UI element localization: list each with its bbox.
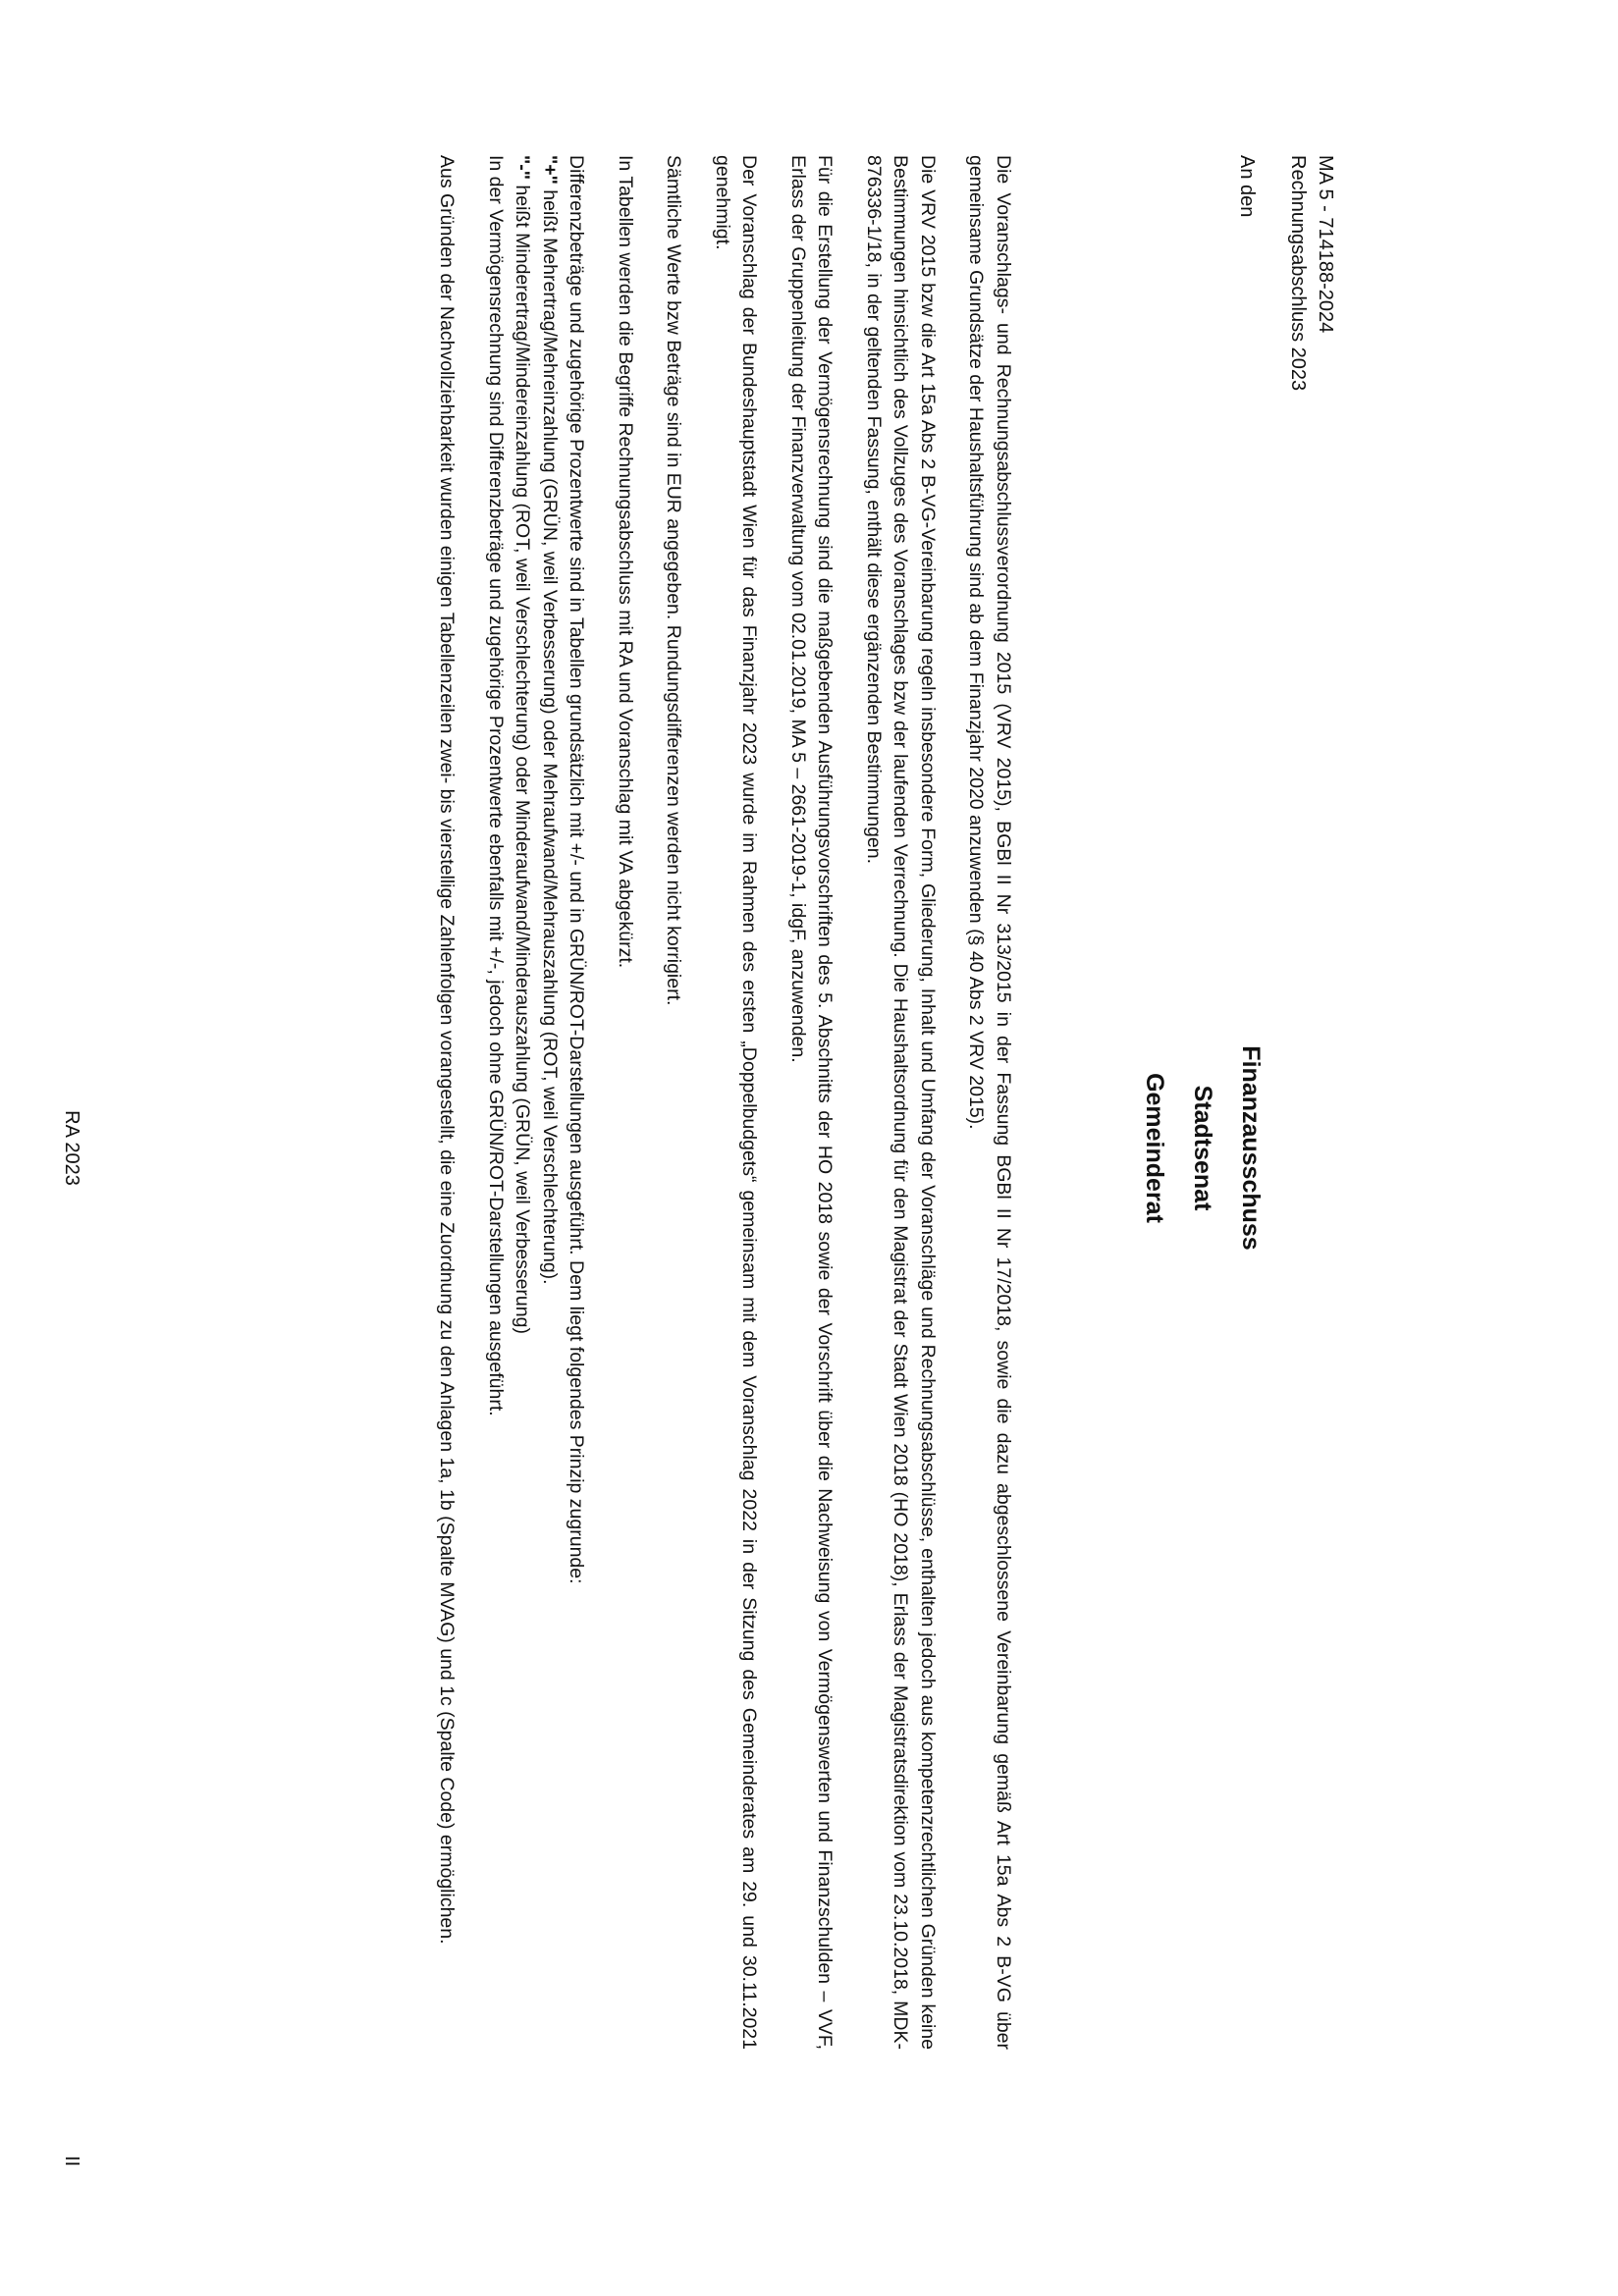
addressee-label: An den	[1236, 155, 1258, 218]
document-subject: Rechnungsabschluss 2023	[1287, 155, 1309, 392]
recipient-gemeinderat: Gemeinderat	[1141, 1073, 1168, 1223]
reference-number: MA 5 - 714188-2024	[1315, 155, 1336, 334]
differences-plus	[536, 155, 564, 2050]
plus-symbol: "+"	[539, 155, 561, 185]
plus-explanation: heißt Mehrertrag/Mehreinzahlung (GRÜN, weil Verbesserung) oder Mehraufwand/Mehrauszahlung (ROT, weil Verschlechterung).	[539, 184, 561, 1285]
paragraph-haushaltsordnung: Die VRV 2015 bzw die Art 15a Abs 2 B-VG-Vereinbarung regeln insbesondere Form, Gliederung, Inhalt und Umfang der Voranschläge und Rechnungsabschlüsse, enthalten jedoch aus kompetenzrechtlichen Gründen keine Bestimmungen hinsichtlich des Vollzuges des Voranschlages bzw der laufenden Verrechnung. Die Haushaltsordnung für den Magistrat der Stadt Wien 2018 (HO 2018), Erlass der Magistratsdirektion vom 23.10.2018, MDK-876336-1/18, in der geltenden Fassung, enthält diese ergänzenden Bestimmungen.	[863, 155, 939, 2050]
minus-explanation: heißt Minderertrag/Mindereinzahlung (ROT, weil Verschlechterung) oder Minderaufwand/Minderauszahlung (GRÜN, weil Verbesserung)	[512, 179, 534, 1334]
paragraph-eur-values: Sämtliche Werte bzw Beträge sind in EUR angegeben. Rundungsdifferenzen werden nicht korrigiert.	[663, 155, 685, 1006]
recipient-stadtsenat: Stadtsenat	[1189, 1085, 1216, 1211]
recipient-list	[1118, 0, 1263, 2296]
paragraph-abbreviations: In Tabellen werden die Begriffe Rechnungsabschluss mit RA und Voranschlag mit VA abgekürzt.	[615, 155, 636, 969]
paragraph-traceability: Aus Gründen der Nachvollziehbarkeit wurden einigen Tabellenzeilen zwei- bis vierstellige Zahlenfolgen vorangestellt, die eine Zuordnung zu den Anlagen 1a, 1b (Spalte MVAG) und 1c (Spalte Code) ermöglichen.	[436, 155, 458, 1945]
paragraph-vrv: Die Voranschlags- und Rechnungsabschlussverordnung 2015 (VRV 2015), BGBl II Nr 313/2015 in der Fassung BGBl II Nr 17/2018, sowie die dazu abgeschlossene Vereinbarung gemäß Art 15a Abs 2 B-VG über gemeinsame Grundsätze der Haushaltsführung sind ab dem Finanzjahr 2020 anzuwenden (§ 40 Abs 2 VRV 2015).	[965, 155, 1014, 2050]
document-body	[433, 155, 1016, 2050]
document-header	[1284, 155, 1339, 391]
paragraph-voranschlag: Der Voranschlag der Bundeshauptstadt Wien für das Finanzjahr 2023 wurde im Rahmen des ersten „Doppelbudgets“ gemeinsam mit dem Voranschlag 2022 in der Sitzung des Gemeinderates am 29. und 30.11.2021 genehmigt.	[712, 155, 761, 2050]
footer-label: RA 2023	[61, 1110, 82, 1186]
minus-symbol: "-"	[512, 155, 534, 180]
differences-vermoegensrechnung: In der Vermögensrechnung sind Differenzbeträge und zugehörige Prozentwerte ebenfalls mit +/-, jedoch ohne GRÜN/ROT-Darstellungen ausgeführt.	[485, 155, 507, 1416]
differences-intro: Differenzbeträge und zugehörige Prozentwerte sind in Tabellen grundsätzlich mit +/- und in GRÜN/ROT-Darstellungen ausgeführt. Dem liegt folgendes Prinzip zugrunde:	[566, 155, 588, 1584]
paragraph-vermoegensrechnung: Für die Erstellung der Vermögensrechnung sind die maßgebenden Ausführungsvorschriften des 5. Abschnitts der HO 2018 sowie der Vorschrift über die Nachweisung von Vermögenswerten und Finanzschulden – VVF, Erlass der Gruppenleitung der Finanzverwaltung vom 02.01.2019, MA 5 – 2661-2019-1, idgF, anzuwenden.	[787, 155, 836, 2050]
recipient-finanzausschuss: Finanzausschuss	[1237, 1045, 1265, 1251]
page-number: II	[61, 2156, 82, 2167]
paragraph-differences	[482, 155, 590, 2050]
differences-minus	[509, 155, 536, 2050]
